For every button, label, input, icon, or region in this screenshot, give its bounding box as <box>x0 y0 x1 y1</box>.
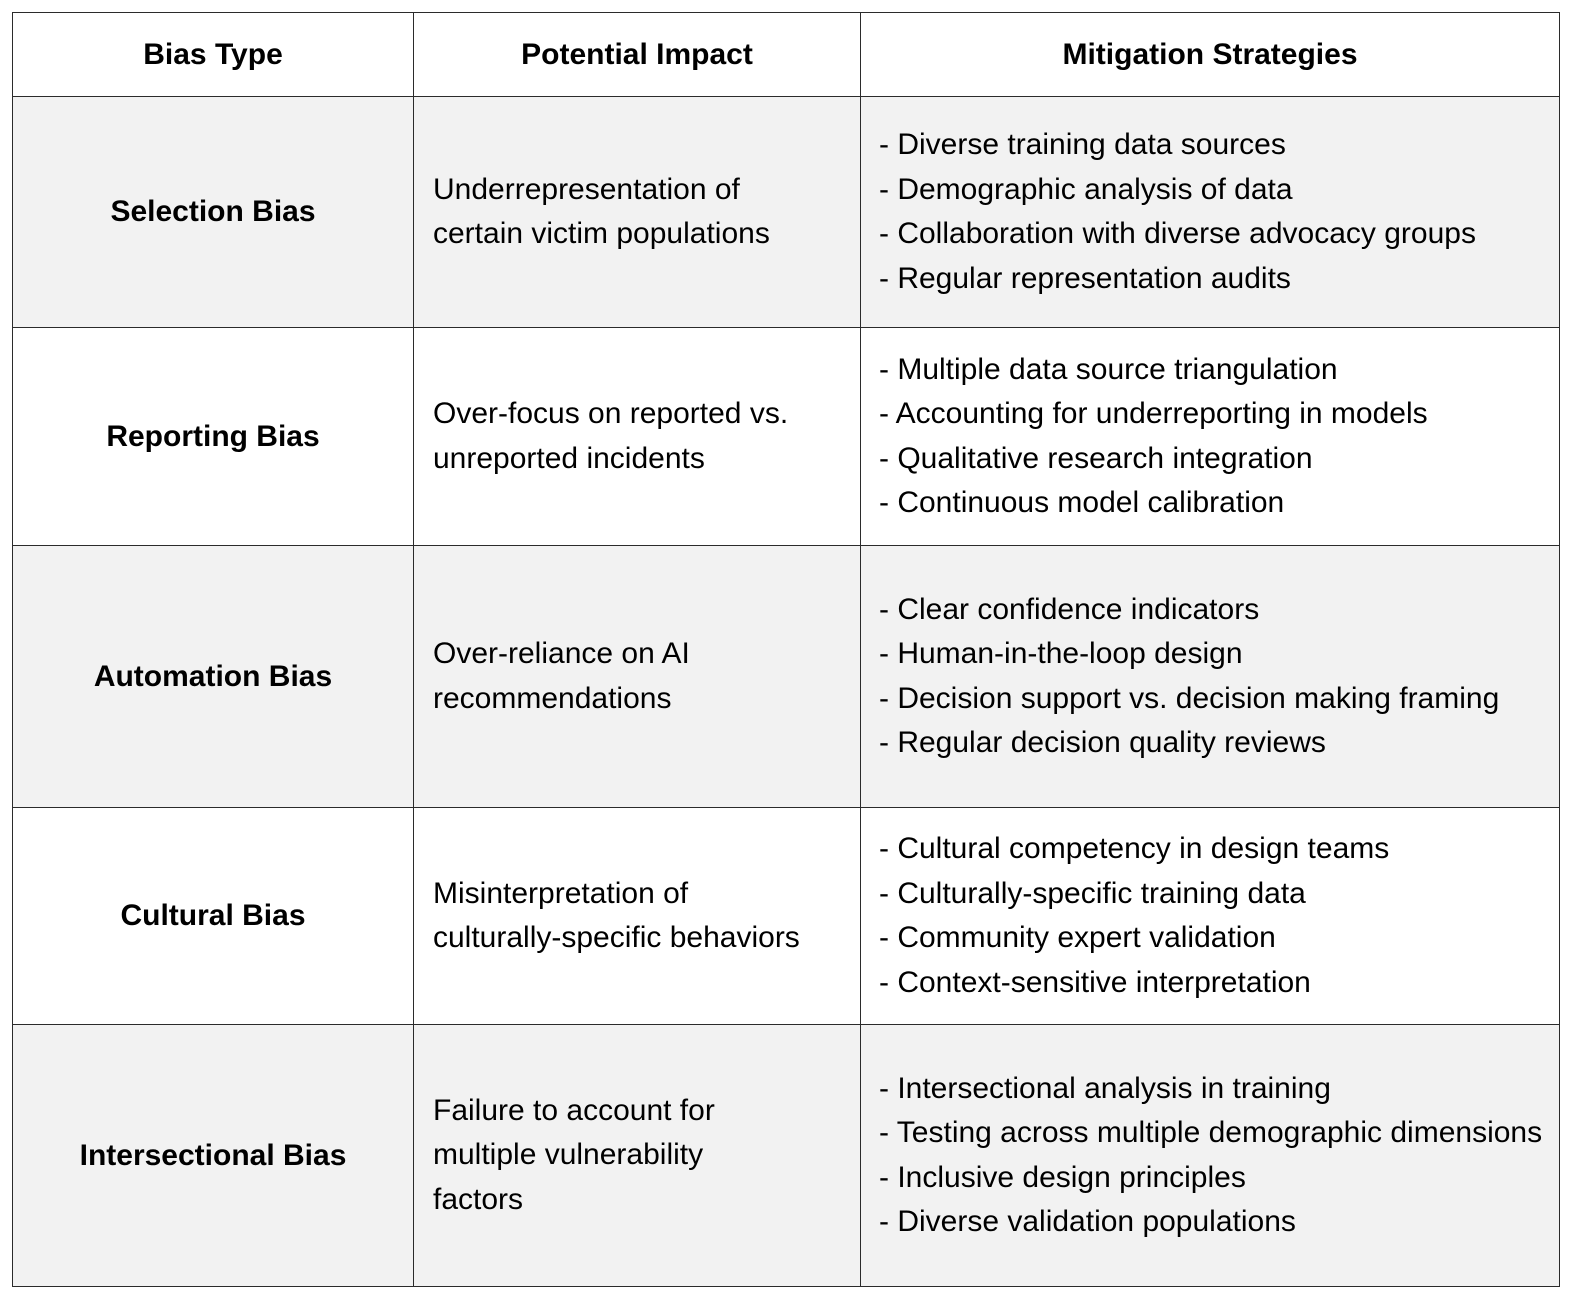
strategies-cell <box>861 1025 1560 1287</box>
strategy-item: - Intersectional analysis in training <box>879 1067 1549 1112</box>
strategy-item: - Cultural competency in design teams <box>879 827 1549 872</box>
strategy-item: - Human-in-the-loop design <box>879 632 1549 677</box>
impact-cell <box>414 97 861 328</box>
strategy-list <box>879 1067 1549 1245</box>
header-potential-impact: Potential Impact <box>414 13 861 97</box>
header-row <box>13 13 1560 97</box>
impact-line: Over-reliance on AI <box>433 637 690 670</box>
table-row <box>13 328 1560 546</box>
strategy-item: - Context-sensitive interpretation <box>879 961 1549 1006</box>
bias-type-cell: Selection Bias <box>13 97 414 328</box>
impact-line: Misinterpretation of <box>433 876 689 910</box>
impact-cell <box>414 328 861 546</box>
bias-type-cell: Reporting Bias <box>13 328 414 546</box>
impact-line: recommendations <box>433 681 672 715</box>
strategy-item: - Clear confidence indicators <box>879 588 1549 633</box>
impact-line: unreported incidents <box>433 441 705 475</box>
strategy-list <box>879 588 1549 766</box>
impact-line: Underrepresentation of <box>433 172 740 206</box>
bias-mitigation-table <box>12 12 1560 1287</box>
strategy-item: - Culturally-specific training data <box>879 872 1549 917</box>
impact-cell <box>414 1025 861 1287</box>
header-bias-type: Bias Type <box>13 13 414 97</box>
strategy-item: - Multiple data source triangulation <box>879 348 1549 393</box>
strategies-cell <box>861 328 1560 546</box>
impact-line: factors <box>433 1182 524 1216</box>
bias-type-cell: Automation Bias <box>13 546 414 808</box>
strategy-item: - Collaboration with diverse advocacy groups <box>879 212 1549 257</box>
strategy-item: - Diverse validation populations <box>879 1200 1549 1245</box>
strategies-cell <box>861 97 1560 328</box>
table-row <box>13 808 1560 1025</box>
impact-cell <box>414 808 861 1025</box>
header-mitigation-strategies: Mitigation Strategies <box>861 13 1560 97</box>
strategy-list <box>879 348 1549 526</box>
strategy-item: - Inclusive design principles <box>879 1156 1549 1201</box>
impact-line: multiple vulnerability <box>433 1138 704 1172</box>
impact-line: Failure to account for <box>433 1093 715 1127</box>
table-row <box>13 546 1560 808</box>
strategy-item: - Continuous model calibration <box>879 481 1549 526</box>
impact-line: culturally-specific behaviors <box>433 921 800 954</box>
impact-line: Over-focus on reported vs. <box>433 397 789 430</box>
strategy-item: - Regular decision quality reviews <box>879 721 1549 766</box>
impact-cell <box>414 546 861 808</box>
strategy-item: - Demographic analysis of data <box>879 168 1549 213</box>
strategy-list <box>879 123 1549 301</box>
strategy-list <box>879 827 1549 1005</box>
table-row <box>13 1025 1560 1287</box>
bias-type-cell: Cultural Bias <box>13 808 414 1025</box>
strategy-item: - Diverse training data sources <box>879 123 1549 168</box>
bias-type-cell: Intersectional Bias <box>13 1025 414 1287</box>
strategies-cell <box>861 546 1560 808</box>
strategy-item: - Regular representation audits <box>879 257 1549 302</box>
impact-line: certain victim populations <box>433 217 770 250</box>
strategy-item: - Qualitative research integration <box>879 437 1549 482</box>
strategy-item: - Decision support vs. decision making framing <box>879 677 1549 722</box>
strategies-cell <box>861 808 1560 1025</box>
strategy-item: - Accounting for underreporting in models <box>879 392 1549 437</box>
strategy-item: - Community expert validation <box>879 916 1549 961</box>
table-row <box>13 97 1560 328</box>
strategy-item: - Testing across multiple demographic dimensions <box>879 1111 1549 1156</box>
